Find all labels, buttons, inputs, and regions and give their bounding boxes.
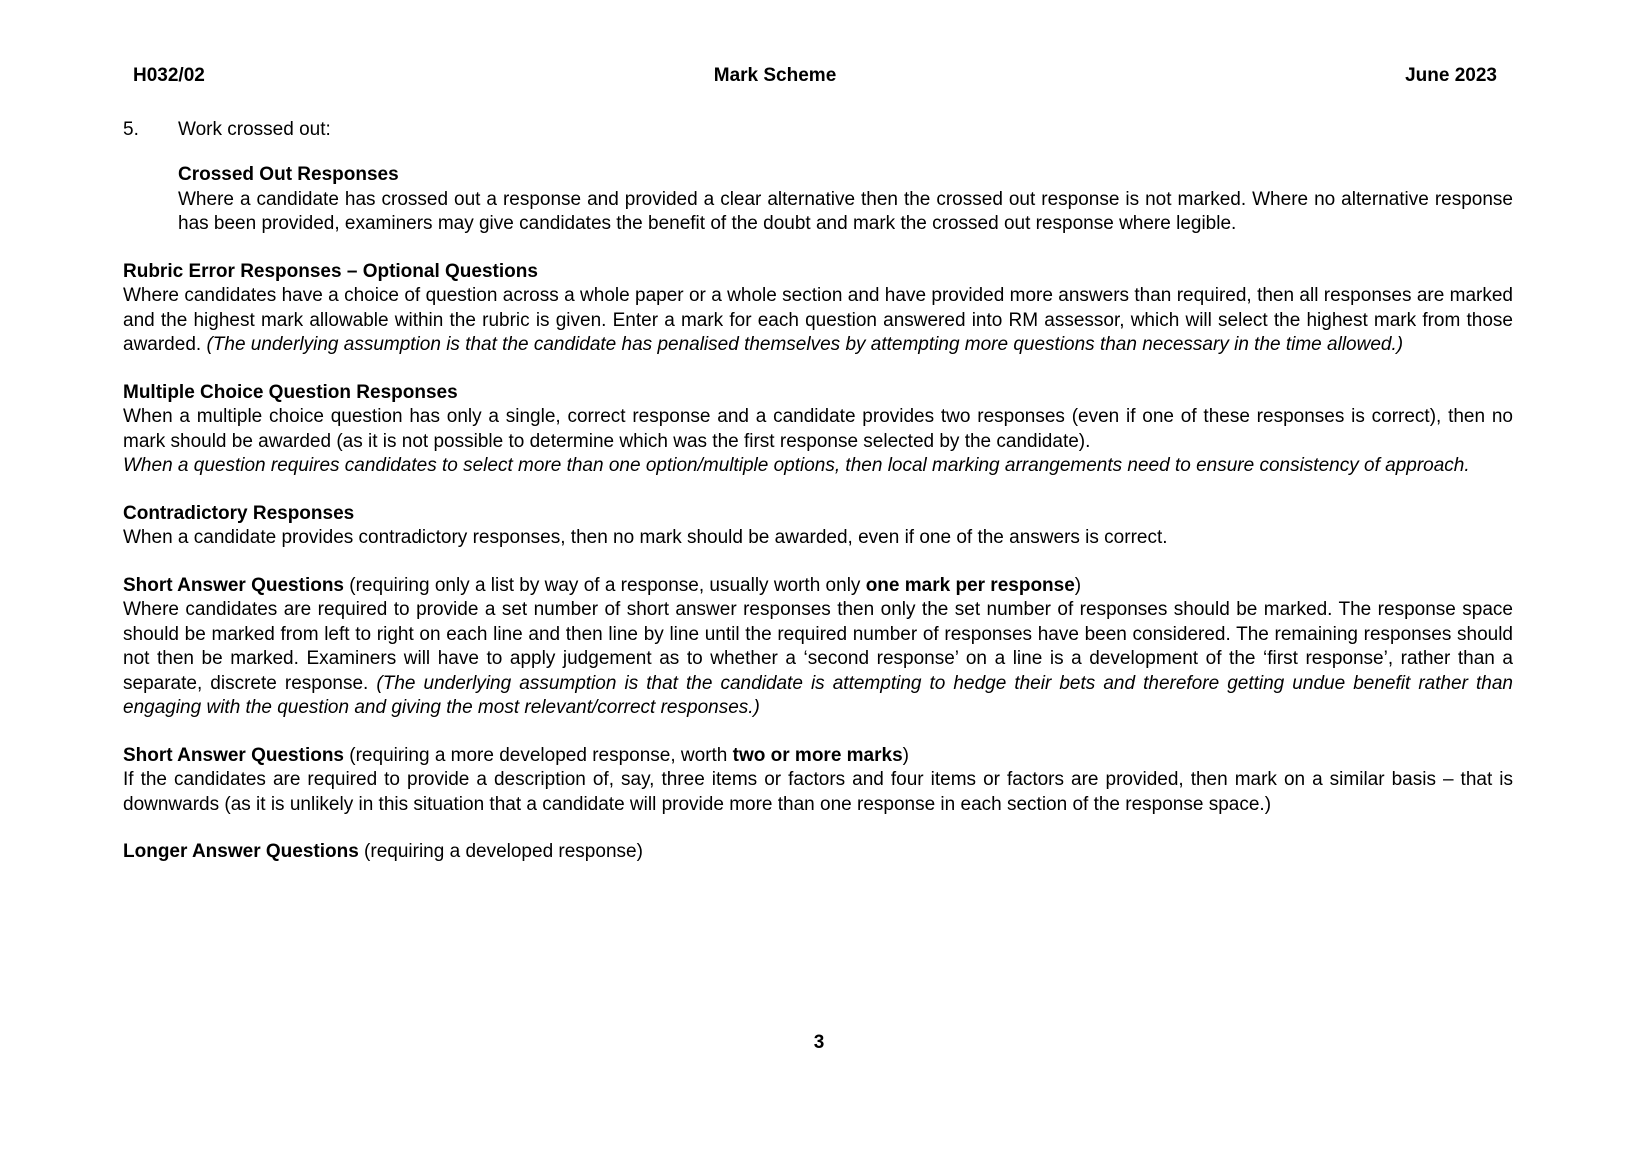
section-heading: Contradictory Responses	[123, 502, 355, 524]
header-date: June 2023	[1405, 65, 1498, 86]
section-body: When a candidate provides contradictory responses, then no mark should be awarded, even if one of the answers is correct.	[123, 527, 1168, 548]
section-short-answer-list	[123, 574, 1513, 721]
heading-regular: (requiring a developed response)	[358, 841, 643, 862]
header-doc-code: H032/02	[133, 65, 205, 86]
section-heading	[123, 744, 1513, 769]
section-rubric-error-responses	[123, 260, 1513, 358]
page-title: Mark Scheme	[713, 65, 837, 86]
list-item-5	[123, 118, 1513, 143]
section-body	[123, 284, 1513, 358]
page-header	[123, 64, 1513, 89]
section-heading: Multiple Choice Question Responses	[123, 381, 458, 403]
list-item-label: Work crossed out:	[178, 118, 331, 140]
heading-bold-inline: two or more marks	[732, 744, 903, 766]
section-body: Where a candidate has crossed out a response and provided a clear alternative then the crossed out response is not marked. Where no alternative response has been provided, examiners may give candidates the benefit of the doubt and mark the crossed out response where legible.	[178, 188, 1513, 234]
body-text-italic: When a question requires candidates to select more than one option/multiple options, then local marking arrangements need to ensure consistency of approach.	[123, 455, 1470, 476]
body-text: Where candidates are required to provide a set number of short answer responses then only the set number of responses should be marked. The response space should be marked from left to right on each line and then line by line until the required number of responses have been considered. The remaining responses should not then be marked. Examiners will have to apply judgement as to whether a ‘second response’ on a line is a development of the ‘first response’, rather than a separate, discrete response.	[123, 599, 1513, 694]
section-body	[123, 598, 1513, 721]
body-text: Where candidates have a choice of question across a whole paper or a whole section and have provided more answers than required, then all responses are marked and the highest mark allowable within the rubric is given. Enter a mark for each question answered into RM assessor, which will select the highest mark from those awarded.	[123, 285, 1513, 355]
section-heading	[123, 574, 1513, 599]
section-body: If the candidates are required to provide a description of, say, three items or factors and four items or factors are provided, then mark on a similar basis – that is downwards (as it is unlikely in this situation that a candidate will provide more than one response in each section of the response space.)	[123, 769, 1513, 815]
page-number: 3	[813, 1032, 825, 1053]
body-text-italic: (The underlying assumption is that the candidate is attempting to hedge their bets and therefore getting undue benefit rather than engaging with the question and giving the most relevant/correct responses.)	[123, 672, 1513, 718]
section-multiple-choice-responses	[123, 381, 1513, 479]
section-heading: Rubric Error Responses – Optional Questions	[123, 260, 538, 282]
section-longer-answer	[123, 840, 1513, 865]
section-contradictory-responses	[123, 502, 1513, 551]
list-item-number: 5.	[123, 118, 139, 140]
heading-regular: )	[1074, 574, 1082, 596]
section-body-italic	[123, 454, 1513, 479]
section-body: When a multiple choice question has only a single, correct response and a candidate provides two responses (even if one of these responses is correct), then no mark should be awarded (as it is not possible to determine which was the first response selected by the candidate).	[123, 406, 1513, 452]
heading-bold-inline: one mark per response	[865, 574, 1075, 596]
heading-bold: Short Answer Questions	[123, 574, 344, 596]
heading-bold: Longer Answer Questions	[123, 841, 359, 862]
heading-regular: (requiring a more developed response, worth	[344, 744, 733, 766]
heading-bold: Short Answer Questions	[123, 744, 344, 766]
section-heading	[123, 840, 1513, 865]
section-short-answer-developed	[123, 744, 1513, 818]
section-crossed-out-responses	[178, 163, 1513, 237]
heading-regular: )	[902, 744, 909, 766]
section-heading: Crossed Out Responses	[178, 164, 399, 185]
heading-regular: (requiring only a list by way of a response, usually worth only	[344, 574, 866, 596]
body-text-italic: (The underlying assumption is that the candidate has penalised themselves by attempting more questions than necessary in the time allowed.)	[206, 334, 1404, 355]
